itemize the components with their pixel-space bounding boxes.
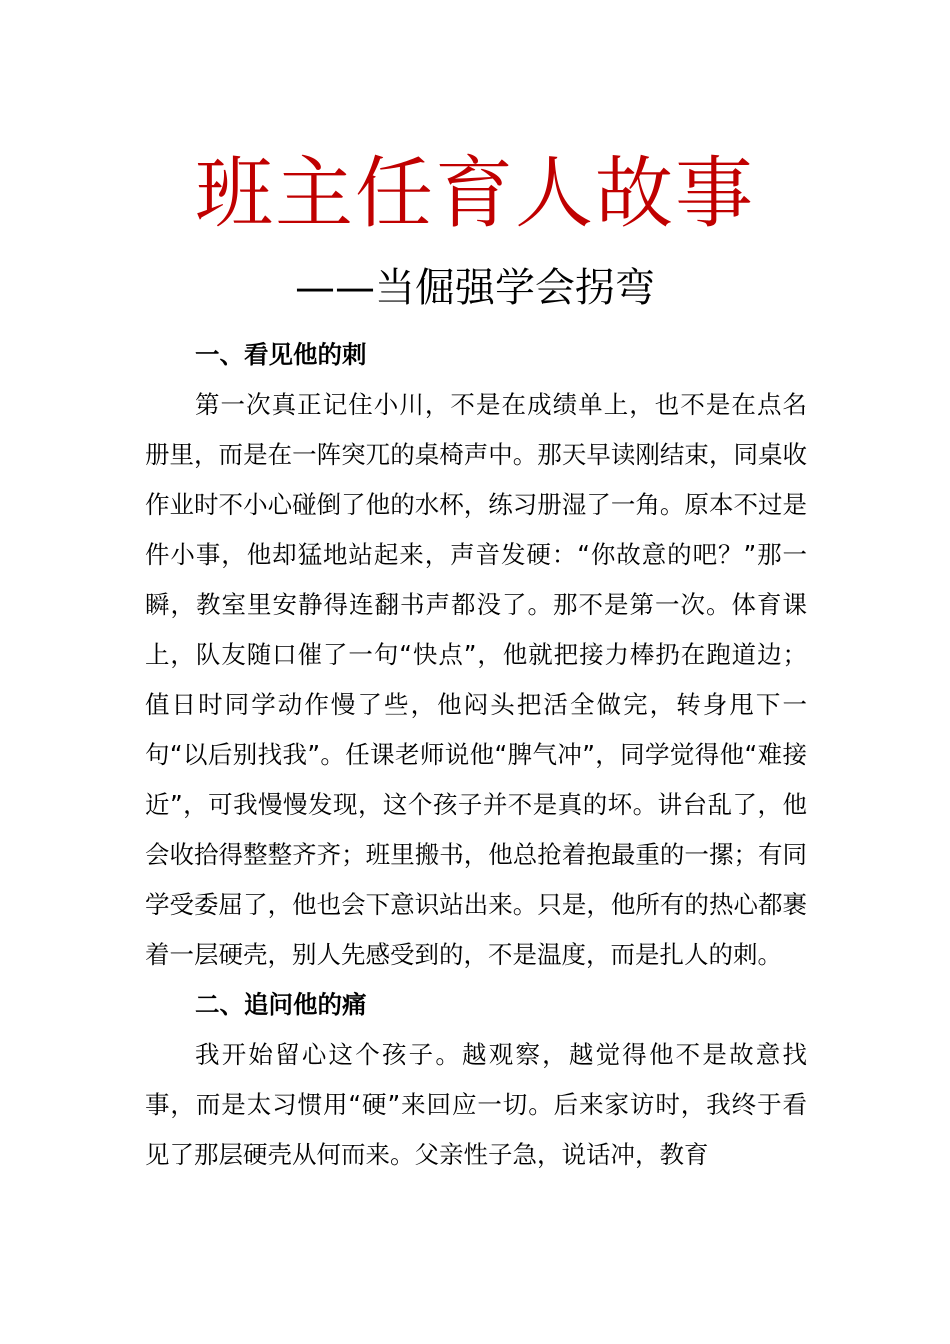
- document-title: 班主任育人故事: [194, 149, 755, 239]
- section-heading-2: 二、追问他的痛: [195, 990, 367, 1019]
- section-heading-1: 一、看见他的刺: [195, 340, 367, 369]
- document-subtitle: ——当倔强学会拐弯: [295, 265, 655, 311]
- section-paragraph-1: 第一次真正记住小川，不是在成绩单上，也不是在点名册里，而是在一阵突兀的桌椅声中。那天早读刚结束，同桌收作业时不小心碰倒了他的水杯，练习册湿了一角。原本不过是件小事，他却猛地站起来，声音发硬：“你故意的吧？”那一瞬，教室里安静得连翻书声都没了。那不是第一次。体育课上，队友随口催了一句“快点”，他就把接力棒扔在跑道边；值日时同学动作慢了些，他闷头把活全做完，转身甩下一句“以后别找我”。任课老师说他“脾气冲”，同学觉得他“难接近”，可我慢慢发现，这个孩子并不是真的坏。讲台乱了，他会收拾得整整齐齐；班里搬书，他总抢着抱最重的一摞；有同学受委屈了，他也会下意识站出来。只是，他所有的热心都裹着一层硬壳，别人先感受到的，不是温度，而是扎人的刺。: [145, 390, 807, 969]
- document-body: [145, 330, 807, 1180]
- section-paragraph-2: 我开始留心这个孩子。越观察，越觉得他不是故意找事，而是太习惯用“硬”来回应一切。后来家访时，我终于看见了那层硬壳从何而来。父亲性子急，说话冲，教育: [145, 1040, 807, 1169]
